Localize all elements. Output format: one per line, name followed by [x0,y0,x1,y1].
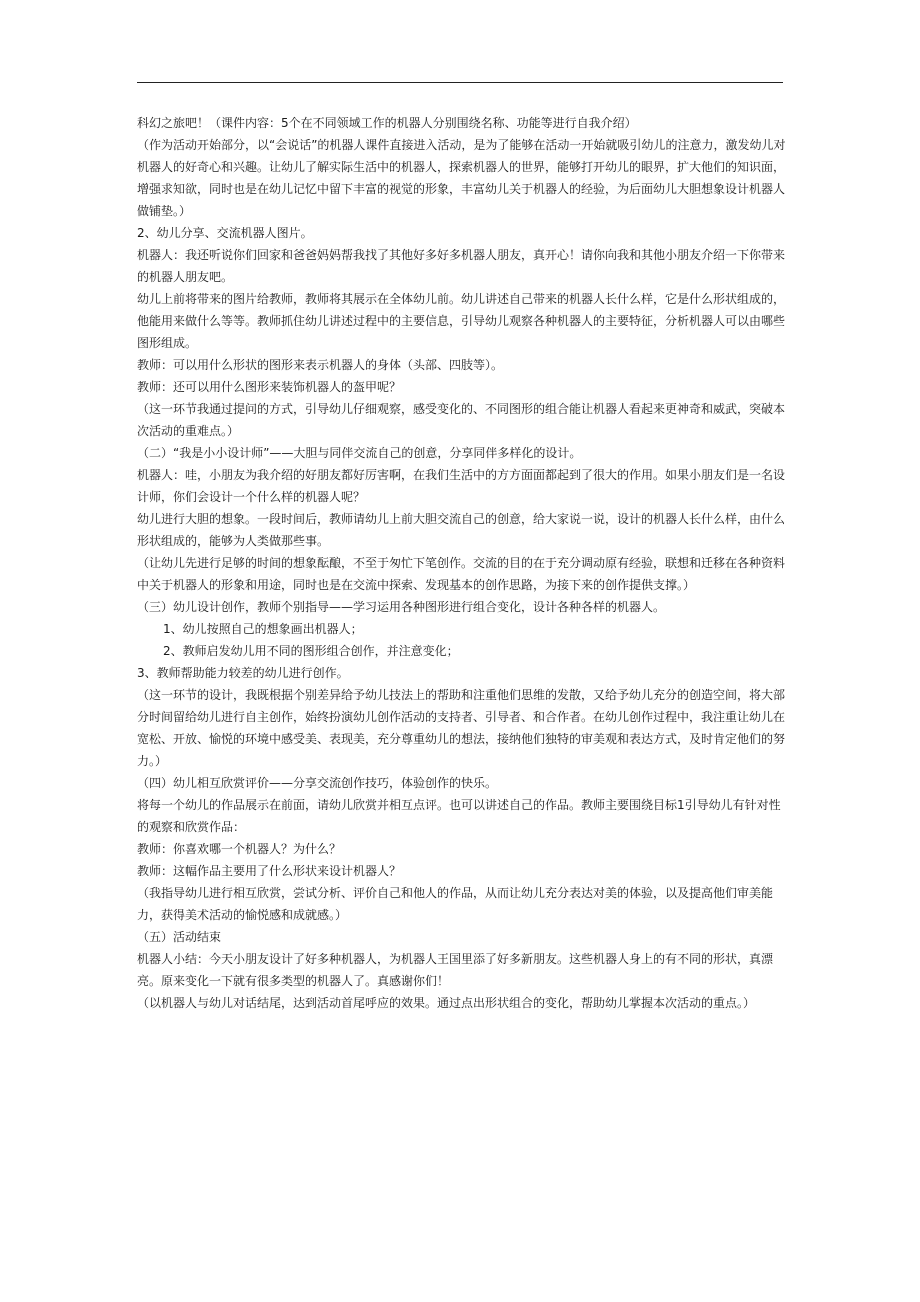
paragraph: 科幻之旅吧！（课件内容：5个在不同领域工作的机器人分别围绕名称、功能等进行自我介绍） [137,116,637,130]
paragraph: 教师：这幅作品主要用了什么形状来设计机器人？ [137,864,402,878]
paragraph: 3、教师帮助能力较差的幼儿进行创作。 [137,666,349,680]
paragraph: 1、幼儿按照自己的想象画出机器人； [163,622,363,636]
paragraph: 2、教师启发幼儿用不同的图形组合创作，并注意变化； [163,644,459,658]
paragraph: （我指导幼儿进行相互欣赏，尝试分析、评价自己和他人的作品，从而让幼儿充分表达对美的体验，以及提高他们审美能力，获得美术活动的愉悦感和成就感。） [137,886,774,922]
header-rule [137,82,783,83]
paragraph: （五）活动结束 [137,930,222,944]
paragraph: （这一环节我通过提问的方式，引导幼儿仔细观察，感受变化的、不同图形的组合能让机器人看起来更神奇和威武，突破本次活动的重难点。） [137,402,786,438]
paragraph: （以机器人与幼儿对话结尾，达到活动首尾呼应的效果。通过点出形状组合的变化，帮助幼儿掌握本次活动的重点。） [137,996,756,1010]
paragraph: 幼儿进行大胆的想象。一段时间后，教师请幼儿上前大胆交流自己的创意，给大家说一说，设计的机器人长什么样，由什么形状组成的，能够为人类做那些事。 [137,512,786,548]
paragraph: 教师：可以用什么形状的图形来表示机器人的身体（头部、四肢等）。 [137,358,504,372]
paragraph: 机器人：哇，小朋友为我介绍的好朋友都好厉害啊，在我们生活中的方方面面都起到了很大的作用。如果小朋友们是一名设计师，你们会设计一个什么样的机器人呢？ [137,468,786,504]
paragraph: （让幼儿先进行足够的时间的想象酝酿，不至于匆忙下笔创作。交流的目的在于充分调动原有经验，联想和迁移在各种资料中关于机器人的形象和用途，同时也是在交流中探索、发现基本的创作思路，为接下来的创作提供支撑。） [137,556,786,592]
paragraph: 教师：还可以用什么图形来装饰机器人的盔甲呢？ [137,380,402,394]
paragraph: 教师：你喜欢哪一个机器人？为什么？ [137,842,342,856]
paragraph: 2、幼儿分享、交流机器人图片。 [137,226,313,240]
paragraph: （四）幼儿相互欣赏评价——分享交流创作技巧，体验创作的快乐。 [137,776,498,790]
paragraph: 将每一个幼儿的作品展示在前面，请幼儿欣赏并相互点评。也可以讲述自己的作品。教师主要围绕目标1引导幼儿有针对性的观察和欣赏作品： [137,798,781,834]
paragraph: （三）幼儿设计创作，教师个别指导——学习运用各种图形进行组合变化，设计各种各样的机器人。 [137,600,666,614]
paragraph: 机器人：我还听说你们回家和爸爸妈妈帮我找了其他好多好多机器人朋友，真开心！请你向我和其他小朋友介绍一下你带来的机器人朋友吧。 [137,248,786,284]
paragraph: 幼儿上前将带来的图片给教师，教师将其展示在全体幼儿前。幼儿讲述自己带来的机器人长什么样，它是什么形状组成的，他能用来做什么等等。教师抓住幼儿讲述过程中的主要信息，引导幼儿观察各种机器人的主要特征，分析机器人可以由哪些图形组成。 [137,292,786,350]
paragraph: （二）“我是小小设计师”——大胆与同伴交流自己的创意，分享同伴多样化的设计。 [137,446,582,460]
paragraph: （这一环节的设计，我既根据个别差异给予幼儿技法上的帮助和注重他们思维的发散，又给予幼儿充分的创造空间，将大部分时间留给幼儿进行自主创作，始终扮演幼儿创作活动的支持者、引导者、和合作者。在幼儿创作过程中，我注重让幼儿在宽松、开放、愉悦的环境中感受美、表现美，充分尊重幼儿的想法，接纳他们独特的审美观和表达方式，及时肯定他们的努力。） [137,688,786,768]
document-body [137,112,787,1014]
paragraph: 机器人小结：今天小朋友设计了好多种机器人，为机器人王国里添了好多新朋友。这些机器人身上的有不同的形状，真漂亮。原来变化一下就有很多类型的机器人了。真感谢你们！ [137,952,774,988]
paragraph: （作为活动开始部分，以“会说话”的机器人课件直接进入活动，是为了能够在活动一开始就吸引幼儿的注意力，激发幼儿对机器人的好奇心和兴趣。让幼儿了解实际生活中的机器人，探索机器人的世界，能够打开幼儿的眼界，扩大他们的知识面，增强求知欲，同时也是在幼儿记忆中留下丰富的视觉的形象，丰富幼儿关于机器人的经验，为后面幼儿大胆想象设计机器人做铺垫。） [137,138,786,218]
